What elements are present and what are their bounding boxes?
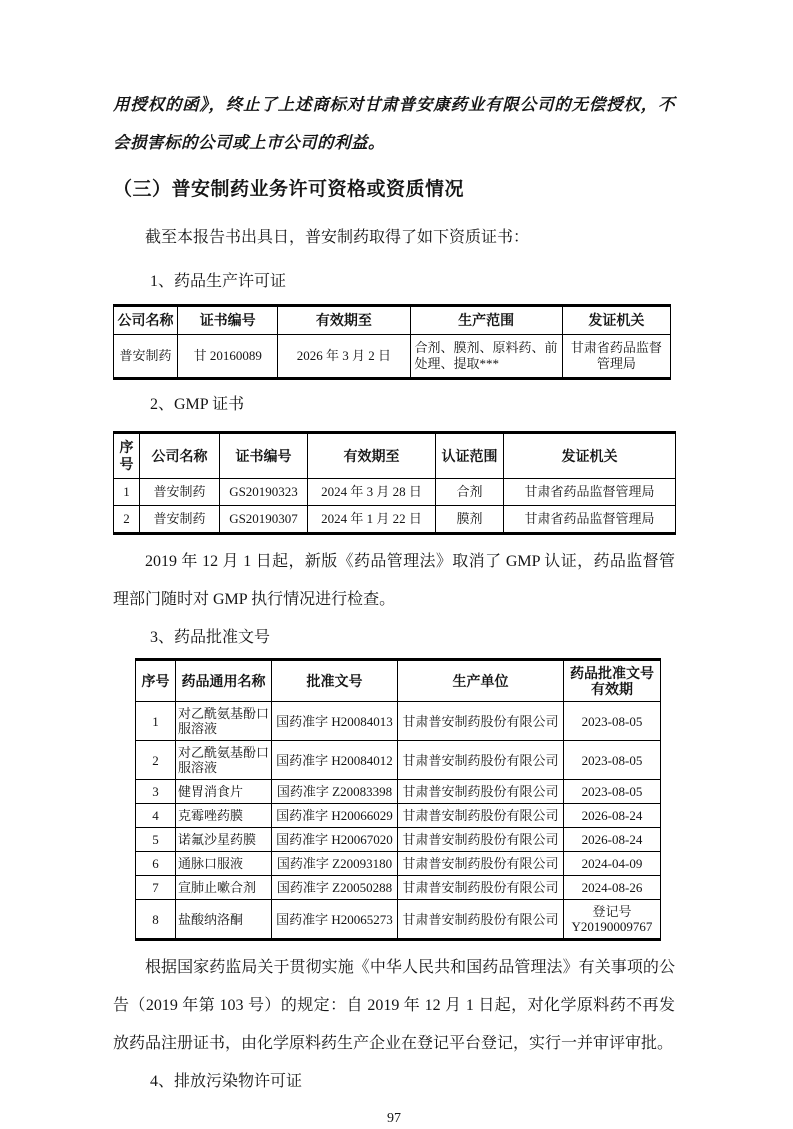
table-cell: 1 [136,702,176,741]
subsection-3-title: 3、药品批准文号 [150,629,271,646]
table-row [114,335,671,379]
table-row [136,702,661,741]
subsection-1-title: 1、药品生产许可证 [150,273,287,290]
table-row [136,900,661,940]
table-cell: 甘 20160089 [178,335,278,379]
table-cell: 2024 年 1 月 22 日 [308,506,436,534]
table-cell: 2 [114,506,140,534]
table-cell: 国药准字 H20066029 [272,804,398,828]
header-cell: 药品批准文号有效期 [564,660,661,702]
table-cell: 3 [136,780,176,804]
table-cell: GS20190323 [220,479,308,506]
paragraph-certificates-intro: 截至本报告书出具日，普安制药取得了如下资质证书： [145,229,530,246]
drug-production-license-table [113,304,671,380]
table-cell: 8 [136,900,176,940]
table-cell: 5 [136,828,176,852]
table-header-row [114,306,671,335]
header-cell: 认证范围 [436,433,504,479]
paragraph-trademark-authorization: 用授权的函》，终止了上述商标对甘肃普安康药业有限公司的无偿授权，不会损害标的公司或上市公司的利益。 [113,95,675,152]
table-cell: 登记号 Y20190009767 [564,900,661,940]
header-cell: 公司名称 [140,433,220,479]
table-cell: 甘肃普安制药股份有限公司 [398,900,564,940]
table-cell: 2024-04-09 [564,852,661,876]
table-cell: 通脉口服液 [176,852,272,876]
header-cell: 生产单位 [398,660,564,702]
table-cell: 甘肃省药品监督管理局 [504,479,676,506]
table-cell: 甘肃普安制药股份有限公司 [398,852,564,876]
drug-approval-number-table [135,658,661,941]
table-cell: 国药准字 H20084012 [272,741,398,780]
table-cell: 甘肃普安制药股份有限公司 [398,780,564,804]
table-cell: 对乙酰氨基酚口服溶液 [176,702,272,741]
subsection-4-title: 4、排放污染物许可证 [150,1073,303,1090]
table-cell: GS20190307 [220,506,308,534]
table-cell: 7 [136,876,176,900]
table-row [136,741,661,780]
section-heading: （三）普安制药业务许可资格或资质情况 [113,179,465,200]
table-cell: 国药准字 H20067020 [272,828,398,852]
table-cell: 健胃消食片 [176,780,272,804]
table-cell: 2024-08-26 [564,876,661,900]
paragraph-approval-note: 根据国家药监局关于贯彻实施《中华人民共和国药品管理法》有关事项的公告（2019 年第 103 号）的规定：自 2019 年 12 月 1 日起，对化学原料药不再发放药品注册证书，由化学原料药生产企业在登记平台登记，实行一并审评审批。 [113,959,675,1052]
table-cell: 克霉唑药膜 [176,804,272,828]
table-cell: 2023-08-05 [564,780,661,804]
table-cell: 甘肃普安制药股份有限公司 [398,804,564,828]
header-cell: 公司名称 [114,306,178,335]
header-cell: 发证机关 [504,433,676,479]
table-cell: 2024 年 3 月 28 日 [308,479,436,506]
table-cell: 2026 年 3 月 2 日 [278,335,410,379]
header-cell: 有效期至 [278,306,410,335]
table-cell: 国药准字 Z20083398 [272,780,398,804]
table-cell: 国药准字 H20084013 [272,702,398,741]
table-cell: 甘肃省药品监督管理局 [562,335,670,379]
table-row [136,876,661,900]
paragraph-gmp-note: 2019 年 12 月 1 日起，新版《药品管理法》取消了 GMP 认证，药品监督管理部门随时对 GMP 执行情况进行检查。 [113,553,675,608]
table-row [114,479,676,506]
table-cell: 对乙酰氨基酚口服溶液 [176,741,272,780]
table-cell: 普安制药 [140,506,220,534]
header-cell: 发证机关 [562,306,670,335]
table-row [136,852,661,876]
header-cell: 批准文号 [272,660,398,702]
header-cell: 生产范围 [410,306,562,335]
table-cell: 国药准字 Z20050288 [272,876,398,900]
header-cell: 证书编号 [178,306,278,335]
table-cell: 合剂 [436,479,504,506]
table-cell: 2023-08-05 [564,702,661,741]
table-cell: 甘肃普安制药股份有限公司 [398,828,564,852]
table-cell: 普安制药 [140,479,220,506]
table-cell: 合剂、膜剂、原料药、前处理、提取*** [410,335,562,379]
table-header-row [114,433,676,479]
table-cell: 普安制药 [114,335,178,379]
subsection-2-title: 2、GMP 证书 [150,396,245,413]
table-row [136,780,661,804]
table-cell: 4 [136,804,176,828]
table-cell: 国药准字 H20065273 [272,900,398,940]
table-cell: 甘肃省药品监督管理局 [504,506,676,534]
table-cell: 2023-08-05 [564,741,661,780]
table-cell: 甘肃普安制药股份有限公司 [398,876,564,900]
header-cell: 序号 [136,660,176,702]
table-cell: 盐酸纳洛酮 [176,900,272,940]
table-cell: 2026-08-24 [564,828,661,852]
table-cell: 膜剂 [436,506,504,534]
table-cell: 国药准字 Z20093180 [272,852,398,876]
table-row [136,804,661,828]
table-cell: 诺氟沙星药膜 [176,828,272,852]
table-cell: 2026-08-24 [564,804,661,828]
header-cell: 证书编号 [220,433,308,479]
header-cell: 有效期至 [308,433,436,479]
table-cell: 6 [136,852,176,876]
header-cell: 药品通用名称 [176,660,272,702]
gmp-certificate-table [113,431,676,535]
table-header-row [136,660,661,702]
table-row [136,828,661,852]
table-cell: 1 [114,479,140,506]
table-cell: 甘肃普安制药股份有限公司 [398,741,564,780]
table-cell: 甘肃普安制药股份有限公司 [398,702,564,741]
table-cell: 宣肺止嗽合剂 [176,876,272,900]
page-number: 97 [387,1111,401,1126]
table-cell: 2 [136,741,176,780]
table-row [114,506,676,534]
header-cell: 序号 [114,433,140,479]
